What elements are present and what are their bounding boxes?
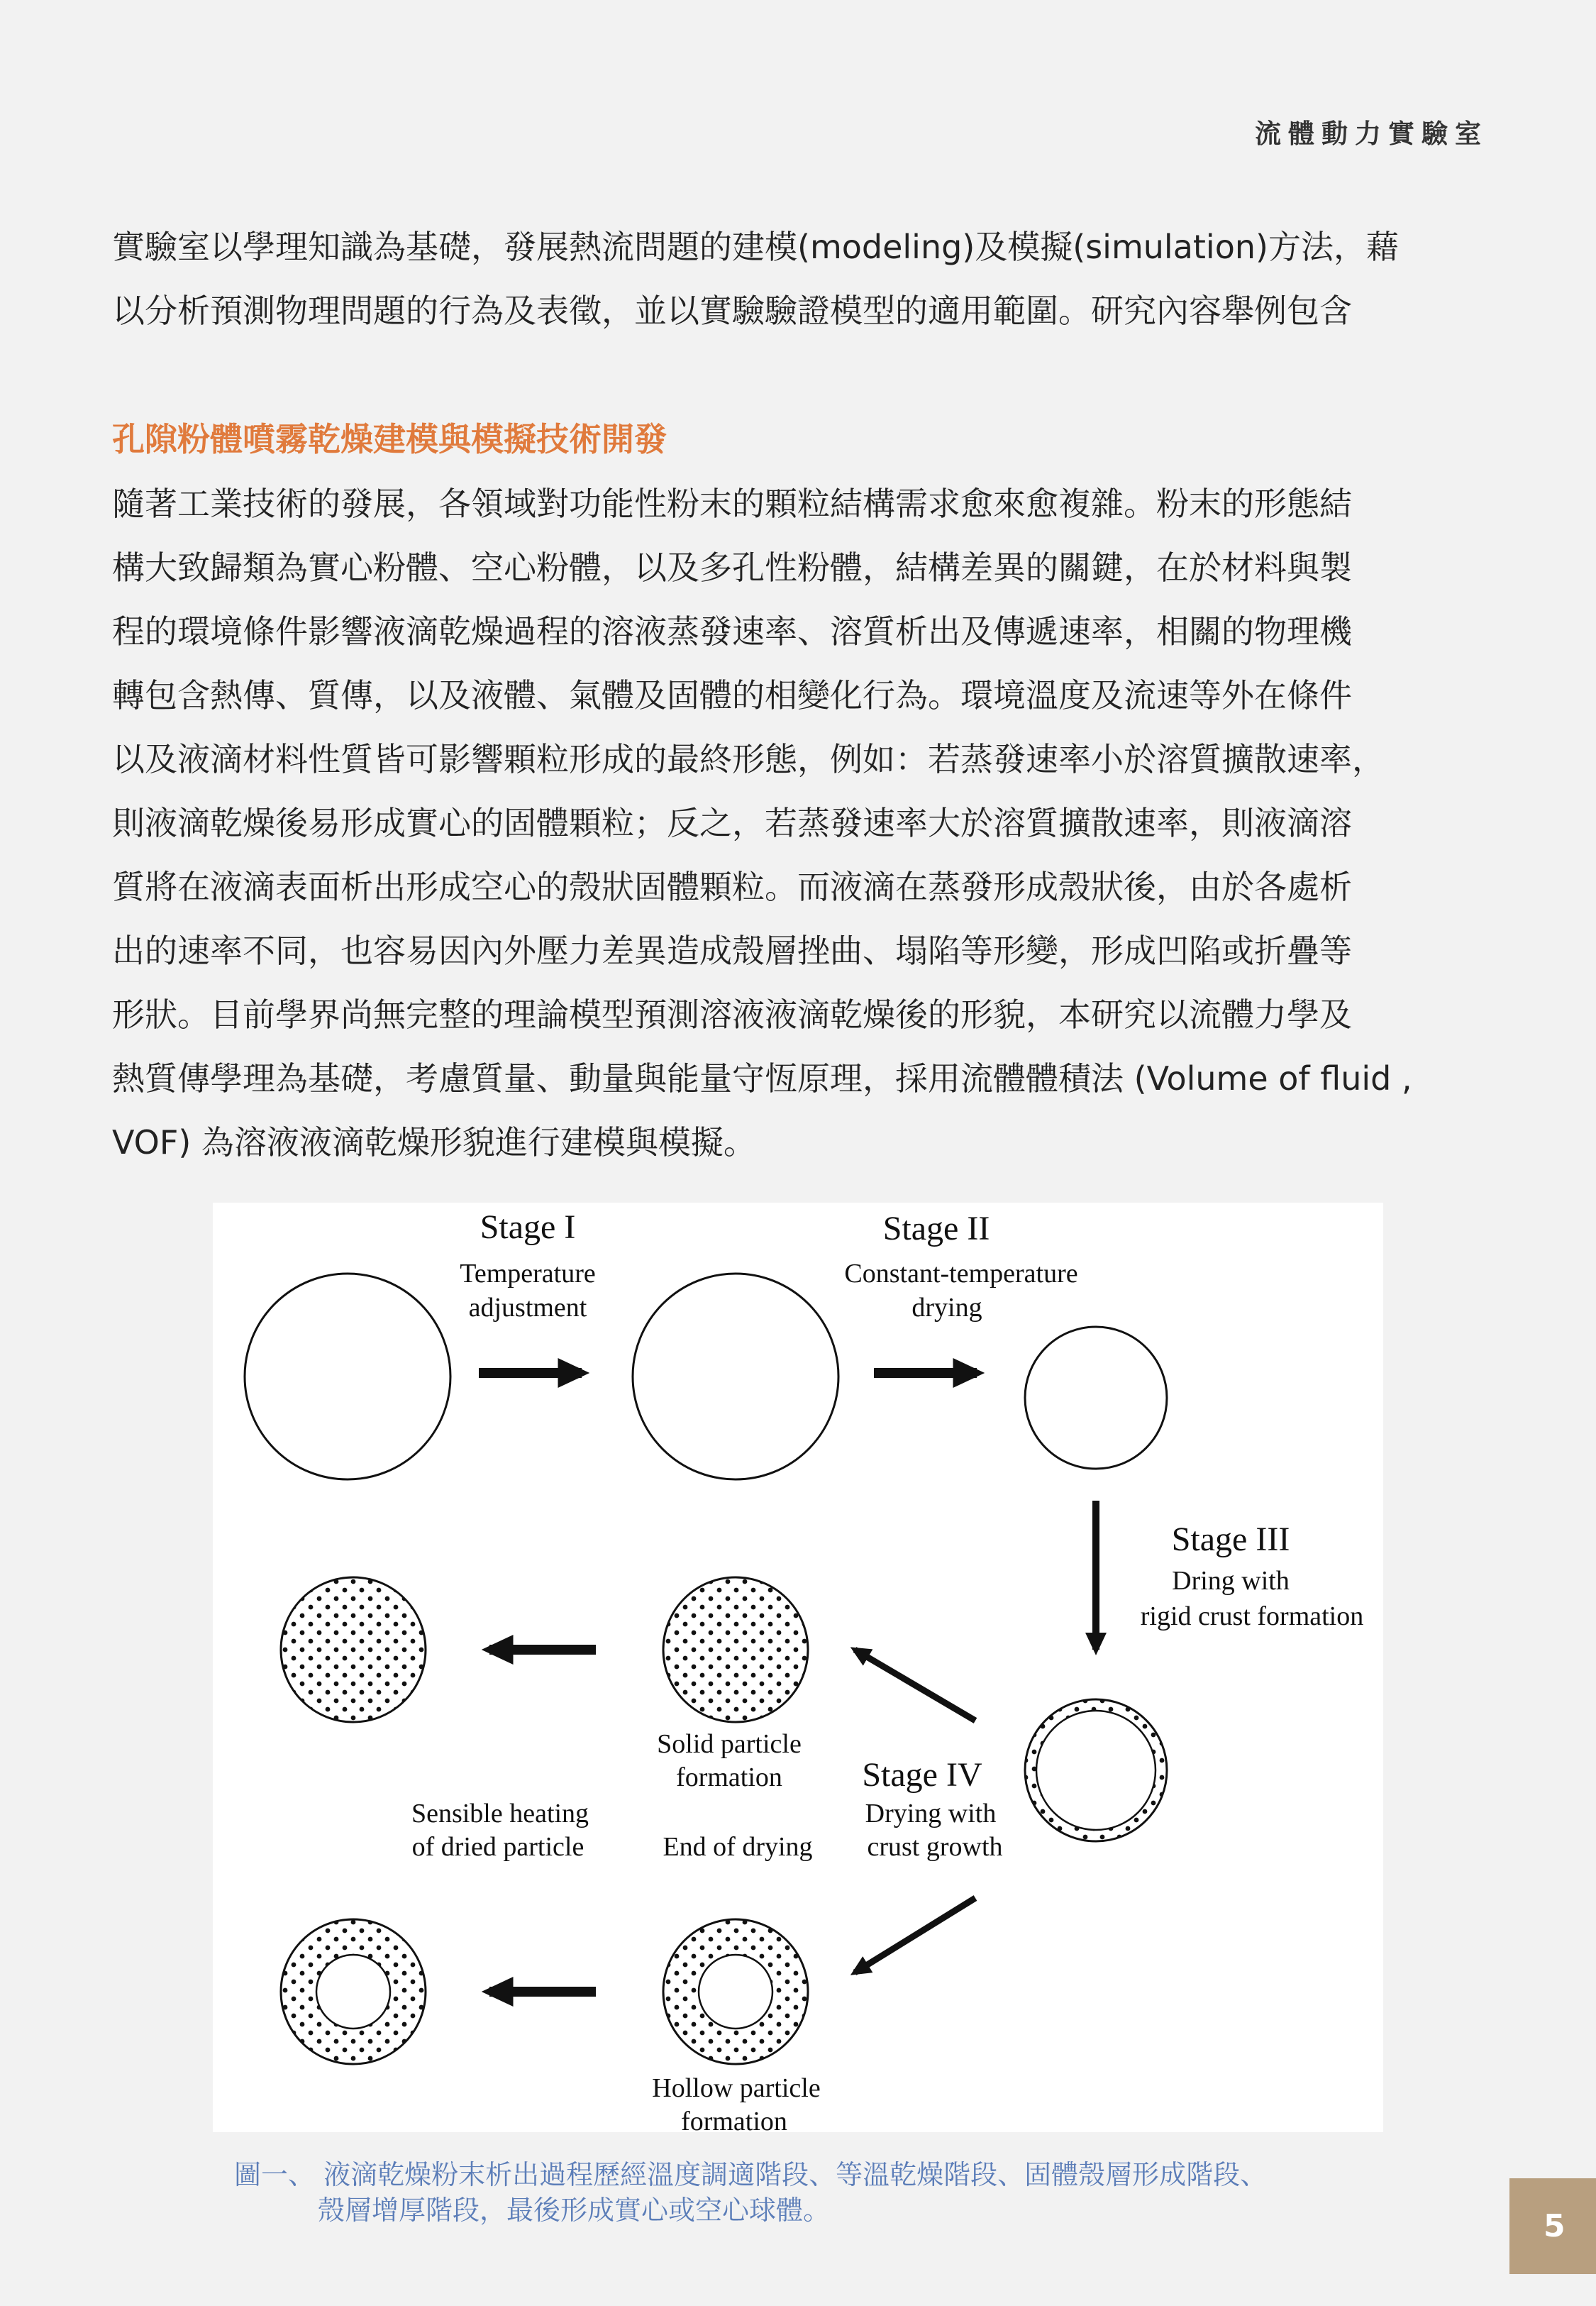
drying-stages-figure: [213, 1203, 1383, 2132]
body-paragraph: [112, 472, 1495, 1174]
body-line: 程的環境條件影響液滴乾燥過程的溶液蒸發速率、溶質析出及傳遞速率，相關的物理機: [112, 612, 1352, 651]
stage-one-desc: Temperature: [460, 1259, 596, 1289]
sensible-heating-label: Sensible heating: [411, 1799, 589, 1828]
arrow-to-hollow: [855, 1898, 975, 1973]
page-number: 5: [1544, 2208, 1565, 2244]
stage-two-desc: drying: [911, 1293, 982, 1323]
body-line: 構大致歸類為實心粉體、空心粉體，以及多孔性粉體，結構差異的關鍵，在於材料與製: [112, 548, 1352, 587]
body-line: 熱質傳學理為基礎，考慮質量、動量與能量守恆原理，採用流體體積法 (Volume of fluid ,: [112, 1059, 1412, 1098]
body-line: 形狀。目前學界尚無完整的理論模型預測溶液液滴乾燥後的形貌，本研究以流體力學及: [112, 995, 1352, 1034]
page-number-tab: [1509, 2178, 1596, 2274]
stage-four-desc: Drying with: [865, 1799, 997, 1828]
droplet-stage-one: [633, 1274, 838, 1479]
intro-paragraph: [112, 215, 1495, 343]
stage-four-desc: crust growth: [867, 1832, 1003, 1862]
section-title: 孔隙粉體噴霧乾燥建模與模擬技術開發: [112, 420, 667, 458]
droplet-initial: [245, 1274, 450, 1479]
droplet-stage-two: [1025, 1327, 1167, 1469]
body-line: 出的速率不同，也容易因內外壓力差異造成殼層挫曲、塌陷等形變，形成凹陷或折疊等: [112, 932, 1352, 970]
arrow-to-solid: [855, 1650, 975, 1721]
drying-stages-diagram: [213, 1203, 1383, 2132]
figure-caption: [234, 2157, 1440, 2228]
caption-line: 圖一、 液滴乾燥粉末析出過程歷經溫度調適階段、等溫乾燥階段、固體殼層形成階段、: [234, 2159, 1268, 2190]
intro-line: 以分析預測物理問題的行為及表徵，並以實驗驗證模型的適用範圍。研究內容舉例包含: [112, 292, 1352, 330]
body-line: 則液滴乾燥後易形成實心的固體顆粒；反之，若蒸發速率大於溶質擴散速率，則液滴溶: [112, 804, 1352, 842]
running-header: 流體動力實驗室: [1255, 118, 1488, 149]
caption-line: 殼層增厚階段，最後形成實心或空心球體。: [318, 2195, 831, 2226]
stage-two-desc: Constant-temperature: [844, 1259, 1078, 1289]
body-line: 轉包含熱傳、質傳，以及液體、氣體及固體的相變化行為。環境溫度及流速等外在條件: [112, 676, 1352, 715]
stage-one-desc: adjustment: [468, 1293, 587, 1323]
droplet-crust-core: [1036, 1711, 1156, 1830]
intro-line: 實驗室以學理知識為基礎，發展熱流問題的建模(modeling)及模擬(simulation)方法，藉: [112, 228, 1399, 266]
body-line: VOF) 為溶液液滴乾燥形貌進行建模與模擬。: [112, 1123, 756, 1162]
end-of-drying-label: End of drying: [663, 1832, 813, 1862]
body-line: 隨著工業技術的發展，各領域對功能性粉末的顆粒結構需求愈來愈複雜。粉末的形態結: [112, 485, 1352, 523]
solid-formation-label: Solid particle: [657, 1729, 802, 1759]
stage-three-desc: Dring with: [1172, 1566, 1290, 1596]
sensible-heating-label: of dried particle: [411, 1832, 584, 1862]
stage-four-title: Stage IV: [862, 1756, 982, 1794]
body-line: 質將在液滴表面析出形成空心的殼狀固體顆粒。而液滴在蒸發形成殼狀後，由於各處析: [112, 868, 1352, 906]
hollow-particle-core: [699, 1955, 772, 2029]
stage-three-title: Stage III: [1171, 1521, 1290, 1558]
hollow-formation-label: formation: [681, 2107, 787, 2132]
solid-particle-heated: [281, 1577, 426, 1722]
hollow-formation-label: Hollow particle: [652, 2073, 821, 2103]
stage-one-title: Stage I: [480, 1208, 576, 1246]
hollow-particle-heated-core: [316, 1955, 390, 2029]
solid-particle: [663, 1577, 808, 1722]
body-line: 以及液滴材料性質皆可影響顆粒形成的最終形態，例如：若蒸發速率小於溶質擴散速率，: [112, 740, 1385, 778]
stage-three-desc: rigid crust formation: [1140, 1601, 1364, 1631]
stage-two-title: Stage II: [882, 1210, 990, 1247]
solid-formation-label: formation: [676, 1762, 782, 1792]
